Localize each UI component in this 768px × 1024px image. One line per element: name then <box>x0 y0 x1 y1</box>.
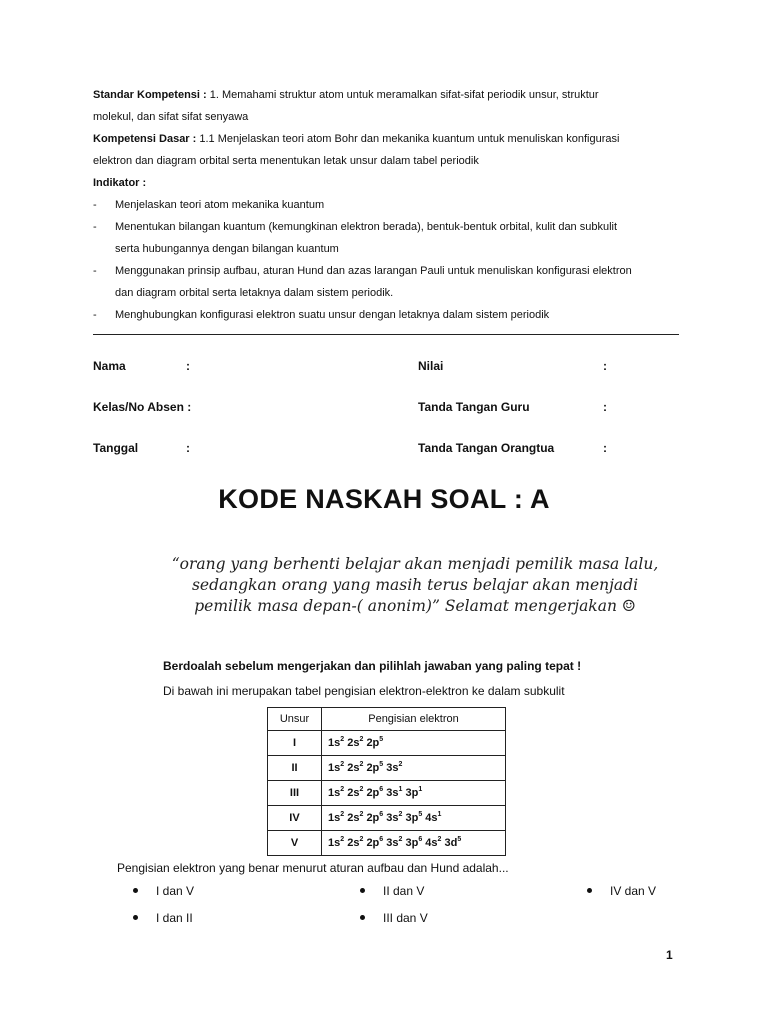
indicator-text: Menjelaskan teori atom mekanika kuantum <box>115 199 325 211</box>
kelas-label: Kelas/No Absen : <box>93 400 192 414</box>
subshell-label: 1s <box>328 837 341 849</box>
table-row <box>268 756 506 781</box>
indicator-text: Menghubungkan konfigurasi elektron suatu unsur dengan letaknya dalam sistem periodik <box>115 309 550 321</box>
electron-count: 2 <box>340 786 345 793</box>
nama-label: Nama <box>93 359 126 373</box>
electron-count: 2 <box>359 811 364 818</box>
option-1[interactable] <box>133 884 194 898</box>
table-row <box>268 731 506 756</box>
subshell-label: 2s <box>347 837 360 849</box>
subshell-label: 2p <box>366 787 380 799</box>
dash-marker: - <box>93 309 97 321</box>
electron-count: 1 <box>398 786 403 793</box>
electron-count: 2 <box>359 786 364 793</box>
ttd-guru-label: Tanda Tangan Guru <box>418 400 530 414</box>
subshell-label: 2s <box>347 787 360 799</box>
electron-count: 5 <box>418 811 423 818</box>
tanggal-label: Tanggal <box>93 441 139 455</box>
option-1-label: I dan V <box>156 884 195 898</box>
quote-line-3: pemilik masa depan-( anonim)” Selamat mengerjakan ☺ <box>194 597 636 615</box>
table-row <box>268 831 506 856</box>
nilai-label: Nilai <box>418 359 444 373</box>
electron-count: 1 <box>418 786 423 793</box>
electron-count: 6 <box>379 811 384 818</box>
sk-label: Standar Kompetensi : <box>93 89 207 101</box>
subshell-label: 3p <box>405 787 419 799</box>
ttd-ortu-colon: : <box>603 441 607 455</box>
indicator-item <box>93 260 683 304</box>
indicator-list <box>93 194 683 326</box>
subshell-label: 3d <box>444 837 458 849</box>
subshell-label: 3s <box>386 837 399 849</box>
electron-count: 2 <box>340 811 345 818</box>
electron-count: 2 <box>398 811 403 818</box>
bullet-icon <box>587 888 592 893</box>
subshell-label: 3p <box>405 837 419 849</box>
option-3-label: IV dan V <box>610 884 657 898</box>
standar-kompetensi-line-2: molekul, dan sifat sifat senyawa <box>93 111 249 123</box>
option-2-label: II dan V <box>383 884 425 898</box>
tanggal-colon: : <box>186 441 190 455</box>
option-5[interactable] <box>360 911 428 925</box>
subshell-label: 1s <box>328 762 341 774</box>
indicator-item <box>93 216 683 260</box>
subshell-label: 2p <box>366 837 380 849</box>
page-number: 1 <box>666 948 673 962</box>
subshell-label: 2s <box>347 812 360 824</box>
subshell-label: 2p <box>366 812 380 824</box>
competency-header <box>93 84 683 326</box>
indicator-text: Menggunakan prinsip aufbau, aturan Hund dan azas larangan Pauli untuk menuliskan konfigurasi elektron <box>115 265 632 277</box>
subshell-label: 4s <box>425 812 438 824</box>
subshell-label: 3s <box>386 787 399 799</box>
instruction-pray: Berdoalah sebelum mengerjakan dan pilihlah jawaban yang paling tepat ! <box>163 659 582 673</box>
table-header-row <box>268 708 506 731</box>
indicator-text-continued: serta hubungannya dengan bilangan kuantum <box>115 243 339 255</box>
unsur-cell: I <box>268 731 322 756</box>
option-5-label: III dan V <box>383 911 428 925</box>
subshell-label: 2s <box>347 762 360 774</box>
electron-count: 6 <box>379 786 384 793</box>
subshell-label: 4s <box>425 837 438 849</box>
kompetensi-dasar-line-1 <box>93 128 683 150</box>
bullet-icon <box>360 915 365 920</box>
quote-line-1: “orang yang berhenti belajar akan menjadi pemilik masa lalu, <box>171 555 659 573</box>
electron-count: 5 <box>379 761 384 768</box>
ttd-ortu-label: Tanda Tangan Orangtua <box>418 441 555 455</box>
subshell-label: 1s <box>328 737 341 749</box>
dash-marker: - <box>93 221 97 233</box>
indikator-label: Indikator : <box>93 177 147 189</box>
table-body <box>268 731 506 856</box>
bullet-icon <box>133 888 138 893</box>
kd-label: Kompetensi Dasar : <box>93 133 197 145</box>
configuration-cell <box>322 731 506 756</box>
electron-count: 2 <box>359 836 364 843</box>
option-4-label: I dan II <box>156 911 193 925</box>
sk-text: 1. Memahami struktur atom untuk meramalkan sifat-sifat periodik unsur, struktur <box>206 89 599 101</box>
electron-configuration-table <box>267 707 506 856</box>
electron-count: 6 <box>379 836 384 843</box>
electron-count: 2 <box>437 836 442 843</box>
electron-count: 5 <box>379 736 384 743</box>
instruction-table-intro: Di bawah ini merupakan tabel pengisian elektron-elektron ke dalam subkulit <box>163 684 565 698</box>
subshell-label: 2p <box>366 737 380 749</box>
subshell-label: 1s <box>328 787 341 799</box>
configuration-cell <box>322 756 506 781</box>
electron-count: 2 <box>340 761 345 768</box>
electron-count: 2 <box>340 736 345 743</box>
nama-colon: : <box>186 359 190 373</box>
ttd-guru-colon: : <box>603 400 607 414</box>
unsur-cell: II <box>268 756 322 781</box>
bullet-icon <box>133 915 138 920</box>
dash-marker: - <box>93 199 97 211</box>
motivational-quote <box>120 554 710 617</box>
question-text: Pengisian elektron yang benar menurut aturan aufbau dan Hund adalah... <box>117 861 509 875</box>
quote-line-2: sedangkan orang yang masih terus belajar akan menjadi <box>191 576 639 594</box>
electron-count: 2 <box>359 736 364 743</box>
configuration-cell <box>322 781 506 806</box>
subshell-label: 3p <box>405 812 419 824</box>
dash-marker: - <box>93 265 97 277</box>
electron-count: 5 <box>457 836 462 843</box>
exam-code-title: KODE NASKAH SOAL : A <box>218 484 550 514</box>
column-header-pengisian: Pengisian elektron <box>322 708 506 731</box>
configuration-cell <box>322 831 506 856</box>
unsur-cell: V <box>268 831 322 856</box>
standar-kompetensi-line-1 <box>93 84 683 106</box>
electron-count: 2 <box>398 761 403 768</box>
electron-count: 1 <box>437 811 442 818</box>
kompetensi-dasar-line-2: elektron dan diagram orbital serta menentukan letak unsur dalam tabel periodik <box>93 155 479 167</box>
electron-count: 2 <box>398 836 403 843</box>
column-header-unsur: Unsur <box>268 708 322 731</box>
nilai-colon: : <box>603 359 607 373</box>
configuration-cell <box>322 806 506 831</box>
option-2[interactable] <box>360 884 424 898</box>
electron-count: 6 <box>418 836 423 843</box>
indicator-item <box>93 194 683 216</box>
bullet-icon <box>360 888 365 893</box>
table-row <box>268 781 506 806</box>
kd-text: 1.1 Menjelaskan teori atom Bohr dan mekanika kuantum untuk menuliskan konfigurasi <box>196 133 620 145</box>
unsur-cell: IV <box>268 806 322 831</box>
subshell-label: 3s <box>386 812 399 824</box>
electron-count: 2 <box>340 836 345 843</box>
subshell-label: 3s <box>386 762 399 774</box>
option-3[interactable] <box>587 884 656 898</box>
indicator-item <box>93 304 683 326</box>
indicator-text: Menentukan bilangan kuantum (kemungkinan elektron berada), bentuk-bentuk orbital, kulit dan subkulit <box>115 221 618 233</box>
subshell-label: 1s <box>328 812 341 824</box>
header-divider <box>93 334 679 335</box>
electron-count: 2 <box>359 761 364 768</box>
unsur-cell: III <box>268 781 322 806</box>
table-row <box>268 806 506 831</box>
indicator-text-continued: dan diagram orbital serta letaknya dalam sistem periodik. <box>115 287 394 299</box>
option-4[interactable] <box>133 911 193 925</box>
subshell-label: 2s <box>347 737 360 749</box>
subshell-label: 2p <box>366 762 380 774</box>
